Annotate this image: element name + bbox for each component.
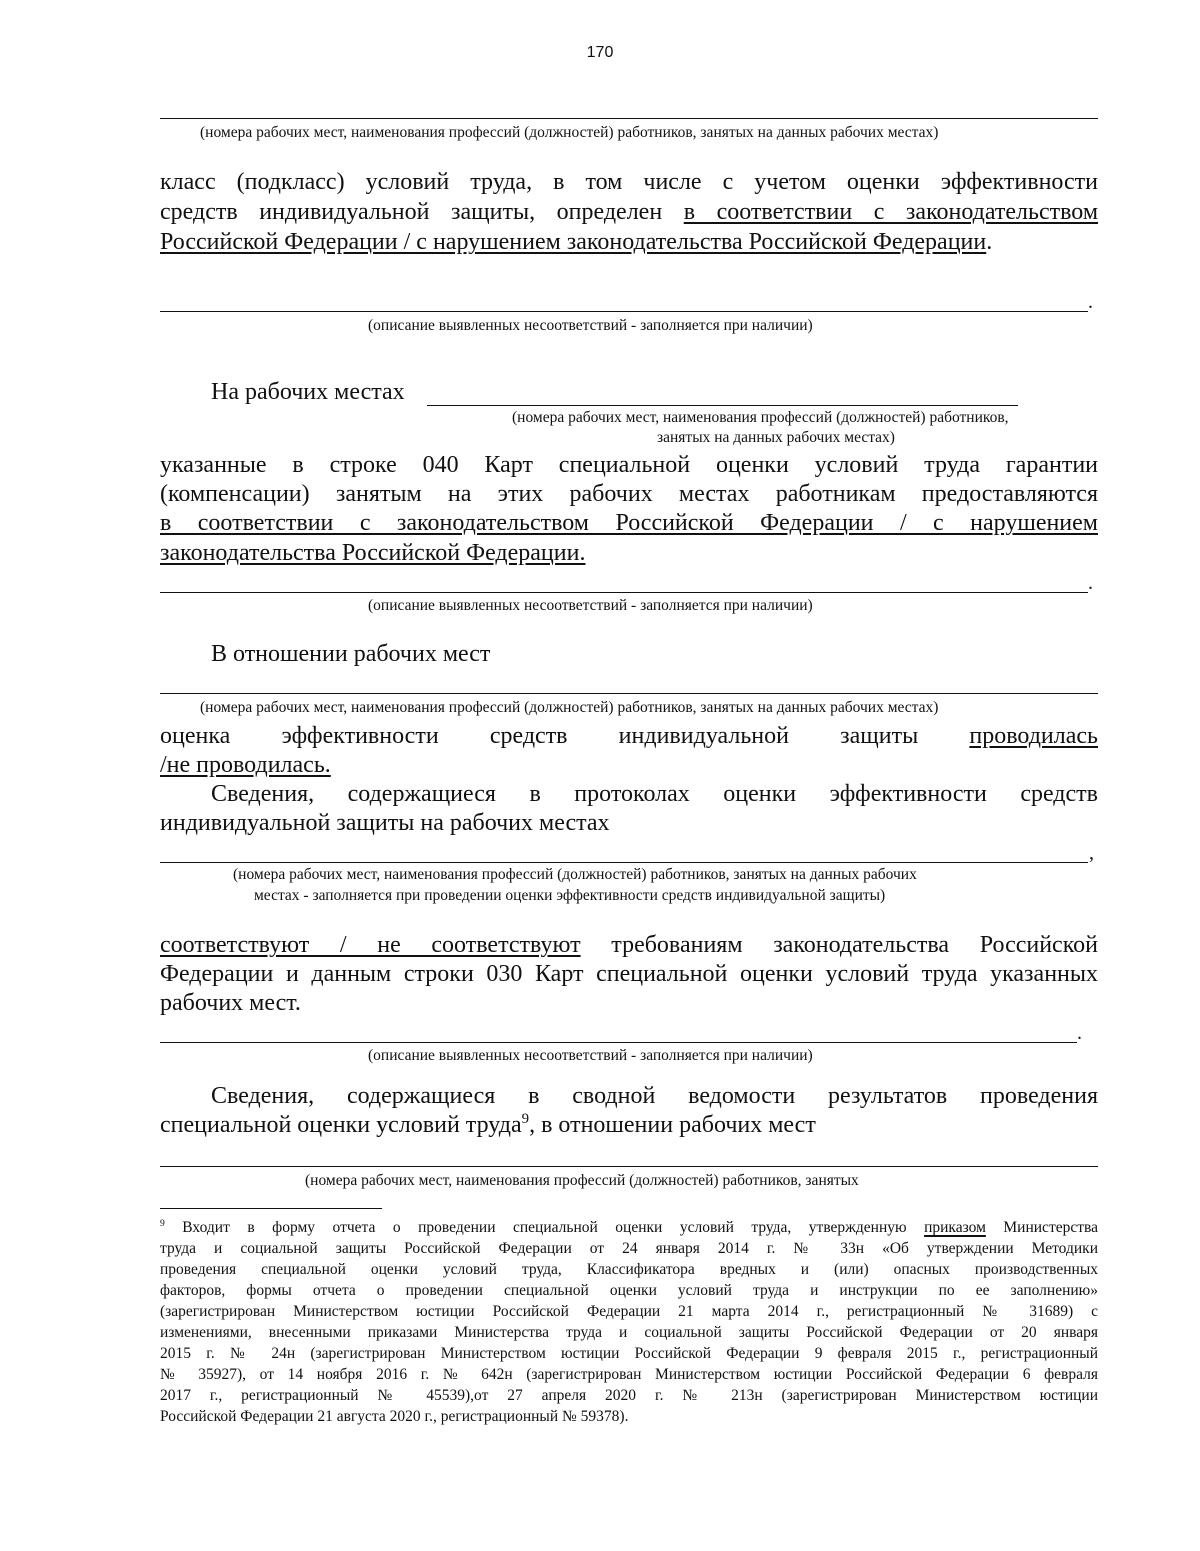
fill-line — [160, 118, 1098, 119]
paragraph-line: Сведения, содержащиеся в протоколах оценки эффективности средств — [211, 781, 1098, 807]
paragraph-line: Федерации и данным строки 030 Карт специальной оценки условий труда указанных — [160, 961, 1098, 987]
line-end-punctuation: . — [1088, 291, 1093, 313]
fill-line — [160, 1166, 1098, 1167]
field-caption: (описание выявленных несоответствий - заполняется при наличии) — [368, 597, 813, 614]
field-caption: (номера рабочих мест, наименования профессий (должностей) работников, занятых на данных рабочих — [233, 866, 917, 883]
footnote-line: 2015 г. № 24н (зарегистрирован Министерством юстиции Российской Федерации 9 февраля 2015 г., регистрационный — [160, 1345, 1098, 1362]
option-text: в соответствии с законодательством Российской Федерации / с нарушением — [160, 510, 1098, 536]
line-end-punctuation: . — [1077, 1022, 1082, 1044]
order-link[interactable]: приказом — [924, 1219, 986, 1236]
option-text: соответствуют / не соответствуют — [160, 932, 581, 958]
footnote-line: проведения специальной оценки условий труда, Классификатора вредных и (или) опасных производственных — [160, 1261, 1098, 1278]
fill-line — [160, 1042, 1077, 1043]
paragraph-line: индивидуальной защиты на рабочих местах — [160, 810, 610, 836]
paragraph-line — [160, 752, 1098, 779]
paragraph-line: класс (подкласс) условий труда, в том числе с учетом оценки эффективности — [160, 169, 1098, 195]
option-text: законодательства Российской Федерации. — [160, 540, 586, 566]
option-text: Российской Федерации / с нарушением законодательства Российской Федерации — [160, 229, 987, 255]
fill-line — [427, 405, 1018, 406]
fill-line — [160, 693, 1098, 694]
fill-line — [160, 592, 1088, 593]
paragraph-line — [160, 1112, 1098, 1139]
page-number: 170 — [586, 44, 614, 61]
field-caption: занятых на данных рабочих местах) — [657, 429, 895, 446]
footnote-line — [160, 1219, 1098, 1237]
paragraph-line: рабочих мест. — [160, 990, 301, 1016]
option-text: проводилась — [969, 723, 1098, 749]
text-segment: . — [986, 229, 993, 255]
paragraph-lead: В отношении рабочих мест — [211, 641, 491, 667]
option-text: /не проводилась. — [160, 752, 331, 778]
field-caption: (номера рабочих мест, наименования профессий (должностей) работников, занятых на данных рабочих местах) — [200, 699, 939, 716]
paragraph-line — [160, 510, 1098, 537]
field-caption: (описание выявленных несоответствий - заполняется при наличии) — [368, 317, 813, 334]
footnote-marker: 9 — [160, 1217, 165, 1229]
text-segment: средств индивидуальной защиты, определен — [160, 199, 684, 225]
footnote-line: (зарегистрирован Министерством юстиции Российской Федерации 21 марта 2014 г., регистрационный № 31689) с — [160, 1303, 1098, 1320]
footnote-separator — [160, 1208, 382, 1209]
footnote-line: № 35927), от 14 ноября 2016 г. № 642н (зарегистрирован Министерством юстиции Российской Федерации 6 февраля — [160, 1366, 1098, 1383]
footnote-line: Российской Федерации 21 августа 2020 г., регистрационный № 59378). — [160, 1408, 629, 1425]
text-segment: Министерства — [985, 1219, 1098, 1236]
paragraph-lead: На рабочих местах — [211, 379, 405, 405]
field-caption: (описание выявленных несоответствий - заполняется при наличии) — [368, 1047, 813, 1064]
paragraph-line — [160, 723, 1098, 750]
text-segment: оценка эффективности средств индивидуальной защиты — [160, 723, 970, 749]
paragraph-line: указанные в строке 040 Карт специальной оценки условий труда гарантии — [160, 452, 1098, 478]
field-caption: (номера рабочих мест, наименования профессий (должностей) работников, — [512, 409, 1009, 426]
paragraph-line: (компенсации) занятым на этих рабочих местах работникам предоставляются — [160, 481, 1098, 507]
paragraph-line: Сведения, содержащиеся в сводной ведомости результатов проведения — [211, 1083, 1098, 1109]
footnote-line: изменениями, внесенными приказами Министерства труда и социальной защиты Российской Федерации от 20 января — [160, 1324, 1098, 1341]
fill-line — [160, 311, 1088, 312]
text-segment: специальной оценки условий труда — [160, 1112, 522, 1138]
paragraph-line — [160, 229, 1098, 256]
footnote-ref[interactable]: 9 — [521, 1111, 530, 1127]
field-caption: (номера рабочих мест, наименования профессий (должностей) работников, занятых на данных рабочих местах) — [200, 124, 939, 141]
line-end-punctuation: . — [1088, 572, 1093, 594]
text-segment: требованиям законодательства Российской — [580, 932, 1098, 958]
paragraph-line — [160, 199, 1098, 226]
option-text: в соответствии с законодательством — [683, 199, 1099, 225]
footnote-line: 2017 г., регистрационный № 45539),от 27 апреля 2020 г. № 213н (зарегистрирован Министерством юстиции — [160, 1387, 1098, 1404]
fill-line — [160, 862, 1088, 863]
footnote-line: факторов, формы отчета о проведении специальной оценки условий труда и инструкции по ее заполнению» — [160, 1282, 1098, 1299]
field-caption: (номера рабочих мест, наименования профессий (должностей) работников, занятых — [305, 1172, 859, 1189]
text-segment: Входит в форму отчета о проведении специальной оценки условий труда, утвержденную — [164, 1219, 925, 1236]
paragraph-line — [160, 932, 1098, 959]
field-caption: местах - заполняется при проведении оценки эффективности средств индивидуальной защиты) — [254, 887, 886, 904]
line-end-punctuation: , — [1089, 842, 1094, 864]
paragraph-line — [160, 540, 1098, 567]
text-segment: , в отношении рабочих мест — [529, 1112, 816, 1138]
footnote-line: труда и социальной защиты Российской Федерации от 24 января 2014 г. № 33н «Об утверждении Методики — [160, 1240, 1098, 1257]
